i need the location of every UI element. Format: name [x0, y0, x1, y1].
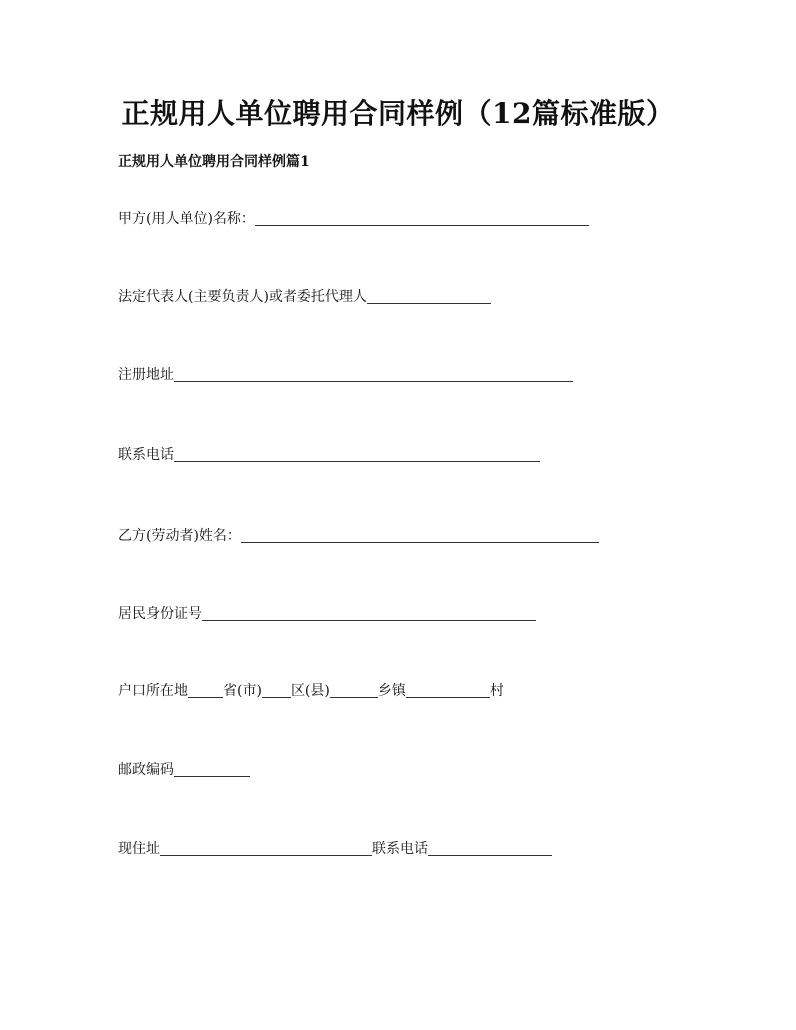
form-line-id-number [118, 605, 536, 623]
form-line-registered-address [118, 366, 573, 384]
fill-blank-current-address [160, 840, 372, 856]
form-line-household-registration [118, 682, 504, 700]
field-label-employer-name: 甲方(用人单位)名称： [118, 211, 255, 227]
fill-blank-province [188, 682, 223, 698]
fill-blank-employer-name [255, 210, 589, 226]
fill-blank-postal-code [174, 761, 250, 777]
form-line-employer-phone [118, 446, 540, 464]
fill-blank-employee-phone [428, 840, 552, 856]
section-heading: 正规用人单位聘用合同样例篇1 [118, 154, 310, 170]
field-label-district: 区(县) [290, 683, 330, 699]
field-label-village: 村 [489, 683, 504, 699]
fill-blank-registered-address [174, 366, 573, 382]
form-line-employee-name [118, 527, 599, 545]
field-label-legal-representative: 法定代表人(主要负责人)或者委托代理人 [118, 289, 367, 305]
field-label-household: 户口所在地 [118, 683, 188, 699]
fill-blank-township [330, 682, 378, 698]
field-label-current-address: 现住址 [118, 841, 160, 857]
fill-blank-village [406, 682, 490, 698]
fill-blank-id-number [202, 605, 536, 621]
fill-blank-employee-name [241, 527, 599, 543]
field-label-postal-code: 邮政编码 [118, 762, 174, 778]
field-label-employer-phone: 联系电话 [118, 447, 174, 463]
field-label-employee-phone: 联系电话 [372, 841, 428, 857]
fill-blank-district [262, 682, 291, 698]
form-line-legal-representative [118, 288, 491, 306]
field-label-registered-address: 注册地址 [118, 367, 174, 383]
fill-blank-legal-representative [367, 288, 491, 304]
form-line-current-address [118, 840, 552, 858]
field-label-id-number: 居民身份证号 [118, 606, 202, 622]
field-label-employee-name: 乙方(劳动者)姓名： [118, 528, 241, 544]
field-label-township: 乡镇 [377, 683, 406, 699]
fill-blank-employer-phone [174, 446, 540, 462]
form-line-postal-code [118, 761, 250, 779]
field-label-province: 省(市) [223, 683, 262, 699]
form-line-employer-name [118, 210, 589, 228]
document-title: 正规用人单位聘用合同样例（12篇标准版） [121, 97, 675, 130]
